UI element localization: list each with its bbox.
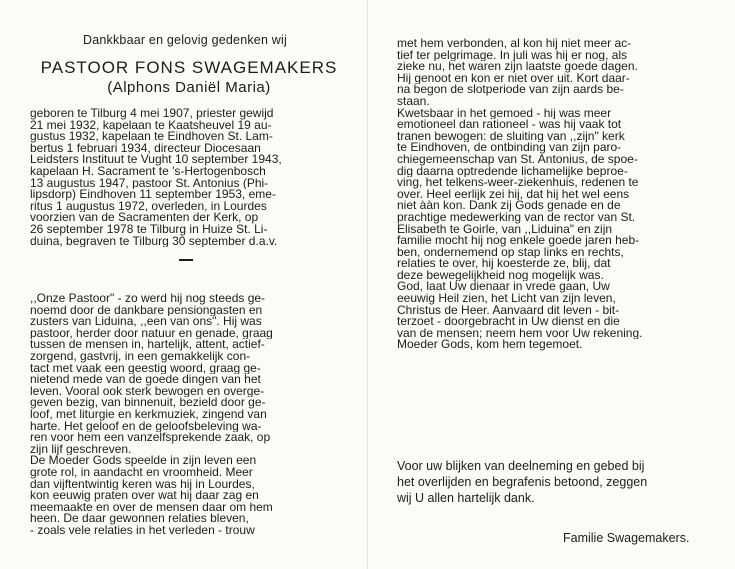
text-line: ving, het telkens-weer-ziekenhuis, redenen te: [397, 177, 639, 189]
bio-line: Leidsters Instituut te Vught 10 september 1943,: [30, 154, 282, 166]
tribute-line: pastoor, herder door natuur en genade, graag: [30, 327, 273, 340]
text-line: relaties te over, hij koesterde ze, blij, dat: [397, 258, 611, 270]
tribute-line: leven. Vooral ook sterk bewogen en overge-: [30, 385, 265, 398]
card-fold-line: [367, 0, 368, 569]
tribute-line: - zoals vele relaties in het verleden - trouw: [30, 524, 255, 537]
text-line: niet ààn kon. Dank zij Gods genade en de: [397, 200, 621, 212]
bio-line: kapelaan H. Sacrament te 's-Hertogenbosch: [30, 165, 266, 178]
text-line: ben, ondernemend op stap links en rechts,: [397, 246, 624, 259]
text-line: familie mocht hij nog enkele goede jaren heb-: [397, 235, 640, 247]
text-line: te Eindhoven, de ontbinding van zijn paro-: [397, 142, 622, 154]
tribute-line: noemd door de dankbare pensiongasten en: [30, 304, 263, 317]
bio-line: 26 september 1978 te Tilburg in Huize St. Li-: [30, 223, 268, 236]
text-line: chiegemeenschap van St. Antonius, de spoe-: [397, 153, 638, 166]
bio-line: bertus 1 februari 1934, directeur Diocesaan: [30, 142, 261, 155]
bio-line: duina, begraven te Tilburg 30 september d.a.v.: [30, 235, 278, 248]
text-line: God, laat Uw dienaar in vrede gaan, Uw: [397, 281, 610, 294]
bio-line: ritus 1 augustus 1972, overleden, in Lourdes: [30, 200, 267, 213]
thanks-text: [397, 458, 707, 506]
text-line: na begon de slotperiode van zijn aards be-: [397, 84, 624, 96]
text-line: Elisabeth te Goirle, van ,,Liduina" en zijn: [397, 223, 613, 236]
tribute-line: heen. De daar gewonnen relaties bleven,: [30, 513, 249, 525]
dedication-line: Dankkbaar en gelovig gedenken wij: [83, 33, 287, 47]
tribute-line: De Moeder Gods speelde in zijn leven een: [30, 455, 257, 467]
bio-line: gustus 1932, kapelaan te Eindhoven St. Lam-: [30, 131, 273, 143]
text-line: eeuwig Heil zien, het Licht van zijn leven,: [397, 293, 616, 305]
tribute-text: [30, 293, 348, 536]
thanks-line: Voor uw blijken van deelneming en gebed bij: [397, 459, 645, 473]
text-line: over. Heel eerlijk zei hij, dat hij het wel eens: [397, 188, 630, 201]
bio-line: 13 augustus 1947, pastoor St. Antonius (Phi-: [30, 177, 269, 190]
tribute-line: zorgend, gastvrij, in een gemakkelijk con-: [30, 350, 251, 363]
text-line: Kwetsbaar in het gemoed - hij was meer: [397, 107, 612, 120]
right-panel: [397, 0, 707, 569]
bio-line: geboren te Tilburg 4 mei 1907, priester gewijd: [30, 108, 274, 120]
tribute-line: loof, met liturgie en kerkmuziek, zingend van: [30, 408, 267, 421]
text-line: deze bewegelijkheid nog mogelijk was.: [397, 269, 604, 282]
text-line: tranen bewogen: de sluiting van ,,zijn" kerk: [397, 130, 625, 143]
tribute-line: meemaakte en over de mensen daar om hem: [30, 501, 273, 514]
family-signature: Familie Swagemakers.: [563, 531, 690, 545]
text-line: Hij genoot en kon er niet over uit. Kort daar-: [397, 72, 630, 85]
tribute-line: kon eeuwig praten over wat hij daar zag en: [30, 490, 259, 502]
text-line: Christus de Heer. Aanvaard dit leven - bit-: [397, 304, 620, 317]
text-line: emotioneel dan rationeel - was hij vaak tot: [397, 119, 622, 131]
text-line: prachtige medewerking van de rector van St.: [397, 211, 636, 224]
tribute-line: ,,Onze Pastoor" - zo werd hij nog steeds ge-: [30, 293, 266, 305]
tribute-line: tussen de mensen in, hartelijk, attent, actief-: [30, 339, 265, 351]
tribute-line: dan vijftentwintig keren was hij in Lourdes,: [30, 478, 255, 491]
text-line: met hem verbonden, al kon hij niet meer ac-: [397, 38, 632, 50]
thanks-line: het overlijden en begrafenis betoond, zeggen: [397, 475, 648, 489]
tribute-line: zusters van Liduina, ,,een van ons". Hij was: [30, 316, 262, 328]
bio-line: voorzien van de Sacramenten der Kerk, op: [30, 212, 259, 224]
continued-text: [397, 38, 707, 351]
text-line: staan.: [397, 95, 430, 108]
text-line: terzoet - doorgebracht in Uw dienst en die: [397, 316, 620, 328]
tribute-line: zijn lijf geschreven.: [30, 443, 132, 456]
thanks-line: wij U allen hartelijk dank.: [397, 491, 535, 505]
tribute-line: grote rol, in aandacht en vroomheid. Meer: [30, 466, 253, 479]
deceased-name: PASTOOR FONS SWAGEMAKERS: [40, 58, 338, 77]
biography-text: [30, 108, 348, 247]
tribute-line: nietend mede van de goede dingen van het: [30, 374, 261, 386]
tribute-line: harte. Het geloof en de geloofsbeleving wa-: [30, 420, 262, 433]
text-line: zieke nu, het waren zijn laatste goede dagen.: [397, 61, 638, 73]
bio-line: 21 mei 1932, kapelaan te Kaatsheuvel 19 au-: [30, 119, 272, 132]
text-line: Moeder Gods, kom hem tegemoet.: [397, 339, 583, 352]
tribute-line: geven bezig, van binnenuit, bezield door ge-: [30, 397, 266, 409]
text-line: van de mensen; neem hem voor Uw rekening.: [397, 327, 643, 340]
deceased-full-name: (Alphons Daniël Maria): [107, 79, 271, 96]
text-line: tief ter pelgrimage. In juli was hij er nog, als: [397, 49, 628, 62]
tribute-line: tact met vaak een geestig woord, graag ge-: [30, 362, 261, 375]
left-panel: [30, 0, 348, 569]
bio-line: lipsdorp) Eindhoven 11 september 1953, eme-: [30, 189, 276, 201]
text-line: dig daarna optredende lichamelijke beproe-: [397, 165, 628, 178]
tribute-line: ren voor hem een vanzelfsprekende zaak, op: [30, 432, 271, 444]
section-divider: [179, 259, 193, 261]
